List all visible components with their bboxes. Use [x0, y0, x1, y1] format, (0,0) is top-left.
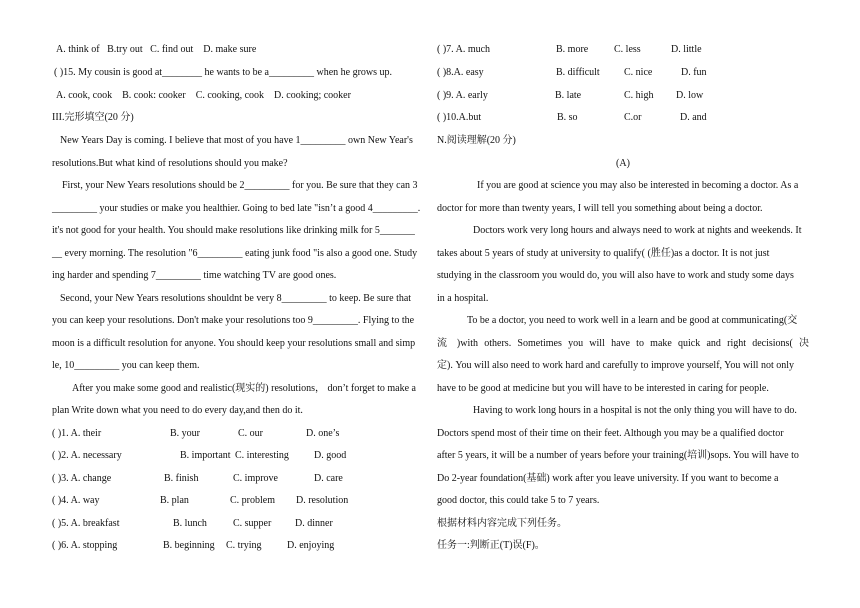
cloze-line-13: plan Write down what you need to do every day,and then do it. — [52, 405, 303, 416]
choice-8-a: ( )8.A. easy — [437, 67, 484, 78]
reading-line-14: Do 2-year foundation(基础) work after you leave university. If you want to become a — [437, 473, 779, 484]
choice-9-b: B. late — [555, 90, 582, 101]
choice-10-d: D. and — [680, 112, 707, 123]
cloze-line-6: __ every morning. The resolution "6_________ eating junk food "is also a good one. Study — [52, 248, 418, 259]
choice-6-a: ( )6. A. stopping — [52, 540, 118, 551]
cloze-line-9: you can keep your resolutions. Don't make your resolutions too 9_________. Flying to the — [52, 315, 415, 326]
choice-6-d: D. enjoying — [287, 540, 335, 551]
choice-10-b: B. so — [557, 112, 578, 123]
choice-9-c: C. high — [624, 90, 654, 101]
reading-line-7: To be a doctor, you need to work well in a learn and be good at communicating(交 — [467, 315, 798, 326]
choice-4-a: ( )4. A. way — [52, 495, 100, 506]
choice-5-c: C. supper — [233, 518, 272, 529]
cloze-line-1: New Years Day is coming. I believe that most of you have 1_________ own New Year's — [60, 135, 413, 146]
cloze-line-5: it's not good for your health. You should make resolutions like drinking milk for 5_______ — [52, 225, 415, 236]
choice-7-c: C. less — [614, 44, 641, 55]
task-1-heading: 任务一:判断正(T)误(F)。 — [437, 540, 545, 551]
cloze-line-3: First, your New Years resolutions should be 2_________ for you. Be sure that they can 3 — [62, 180, 418, 191]
choice-row-8 — [437, 67, 707, 79]
reading-line-6: in a hospital. — [437, 293, 489, 304]
reading-line-9: 定). You will also need to work hard and carefully to improve yourself, You will not only — [437, 360, 794, 371]
cloze-line-4: _________ your studies or make you healthier. Going to bed late "isn’t a good 4_________. — [52, 203, 421, 214]
choice-1-d: D. one’s — [306, 428, 340, 439]
q14-options — [56, 44, 256, 56]
reading-line-4: takes about 5 years of study at university to qualify( (胜任)as a doctor. It is not just — [437, 248, 770, 259]
choice-row-3 — [52, 473, 343, 485]
choice-8-d: D. fun — [681, 67, 707, 78]
reading-line-12: Doctors spend most of their time on their feet. Although you may be a qualified doctor — [437, 428, 784, 439]
cloze-line-2: resolutions.But what kind of resolutions should you make? — [52, 158, 288, 169]
choice-row-9 — [437, 90, 703, 102]
reading-line-13: after 5 years, it will be a number of years before your training(培训)sops. You will have to — [437, 450, 799, 461]
passage-a-label: (A) — [616, 158, 630, 169]
q14-option-c: C. find out — [150, 44, 194, 55]
choice-3-c: C. improve — [233, 473, 278, 484]
choice-row-10 — [437, 112, 707, 124]
choice-5-d: D. dinner — [295, 518, 333, 529]
choice-1-c: C. our — [238, 428, 263, 439]
q15-option-c: C. cooking, cook — [195, 90, 265, 101]
choice-5-a: ( )5. A. breakfast — [52, 518, 120, 529]
choice-row-7 — [437, 44, 702, 56]
choice-3-d: D. care — [314, 473, 343, 484]
q15-option-d: D. cooking; cooker — [274, 90, 351, 101]
q14-option-a: A. think of — [56, 44, 100, 55]
reading-line-2: doctor for more than twenty years, I will tell you something about being a doctor. — [437, 203, 763, 214]
choice-9-d: D. low — [676, 90, 704, 101]
cloze-line-12: After you make some good and realistic(现实的) resolutions， don’t forget to make a — [72, 383, 416, 394]
choice-6-c: C. trying — [226, 540, 262, 551]
choice-9-a: ( )9. A. early — [437, 90, 488, 101]
choice-6-b: B. beginning — [163, 540, 215, 551]
q14-option-b: B.try out — [107, 44, 143, 55]
choice-8-b: B. difficult — [556, 67, 600, 78]
q14-option-d: D. make sure — [203, 44, 257, 55]
choice-row-4 — [52, 495, 348, 507]
choice-3-b: B. finish — [164, 473, 199, 484]
choice-10-a: ( )10.A.but — [437, 112, 482, 123]
choice-2-b: B. important — [180, 450, 231, 461]
choice-row-5 — [52, 518, 333, 530]
choice-2-d: D. good — [314, 450, 347, 461]
section-3-title: III.完形填空(20 分) — [52, 112, 134, 123]
q15-option-b: B. cook: cooker — [122, 90, 186, 101]
choice-10-c: C.or — [624, 112, 642, 123]
task-instruction: 根据材料内容完成下列任务。 — [437, 518, 567, 529]
reading-line-5: studying in the classroom you would do, you will also have to work and study some days — [437, 270, 794, 281]
q15-option-a: A. cook, cook — [56, 90, 113, 101]
choice-5-b: B. lunch — [173, 518, 207, 529]
reading-line-8: 流 )with others. Sometimes you will have to make quick and right decisions( 决 — [437, 338, 809, 349]
choice-8-c: C. nice — [624, 67, 653, 78]
choice-row-6 — [52, 540, 334, 552]
cloze-line-10: moon is a difficult resolution for anyone. You should keep your resolutions small and simp — [52, 338, 416, 349]
reading-line-1: If you are good at science you may also be interested in becoming a doctor. As a — [477, 180, 799, 191]
choice-1-b: B. your — [170, 428, 200, 439]
q15-question: ( )15. My cousin is good at________ he wants to be a_________ when he grows up. — [54, 67, 393, 78]
reading-line-10: have to be good at medicine but you will have to be interested in caring for people. — [437, 383, 769, 394]
choice-row-2 — [52, 450, 346, 462]
choice-4-c: C. problem — [230, 495, 275, 506]
reading-line-11: Having to work long hours in a hospital is not the only thing you will have to do. — [473, 405, 797, 416]
section-4-title: N.阅读理解(20 分) — [437, 135, 516, 146]
cloze-line-7: ing harder and spending 7_________ time watching TV are good ones. — [52, 270, 337, 281]
choice-3-a: ( )3. A. change — [52, 473, 112, 484]
choice-4-d: D. resolution — [296, 495, 349, 506]
reading-line-3: Doctors work very long hours and always need to work at nights and weekends. It — [473, 225, 802, 236]
choice-7-b: B. more — [556, 44, 589, 55]
cloze-line-11: le, 10_________ you can keep them. — [52, 360, 200, 371]
choice-7-a: ( )7. A. much — [437, 44, 491, 55]
choice-7-d: D. little — [671, 44, 702, 55]
choice-4-b: B. plan — [160, 495, 189, 506]
choice-2-c: C. interesting — [235, 450, 289, 461]
choice-2-a: ( )2. A. necessary — [52, 450, 122, 461]
choice-row-1 — [52, 428, 339, 440]
cloze-line-8: Second, your New Years resolutions shouldnt be very 8_________ to keep. Be sure that — [60, 293, 412, 304]
q15-options — [56, 90, 351, 102]
choice-1-a: ( )1. A. their — [52, 428, 102, 439]
reading-line-15: good doctor, this could take 5 to 7 years. — [437, 495, 600, 506]
